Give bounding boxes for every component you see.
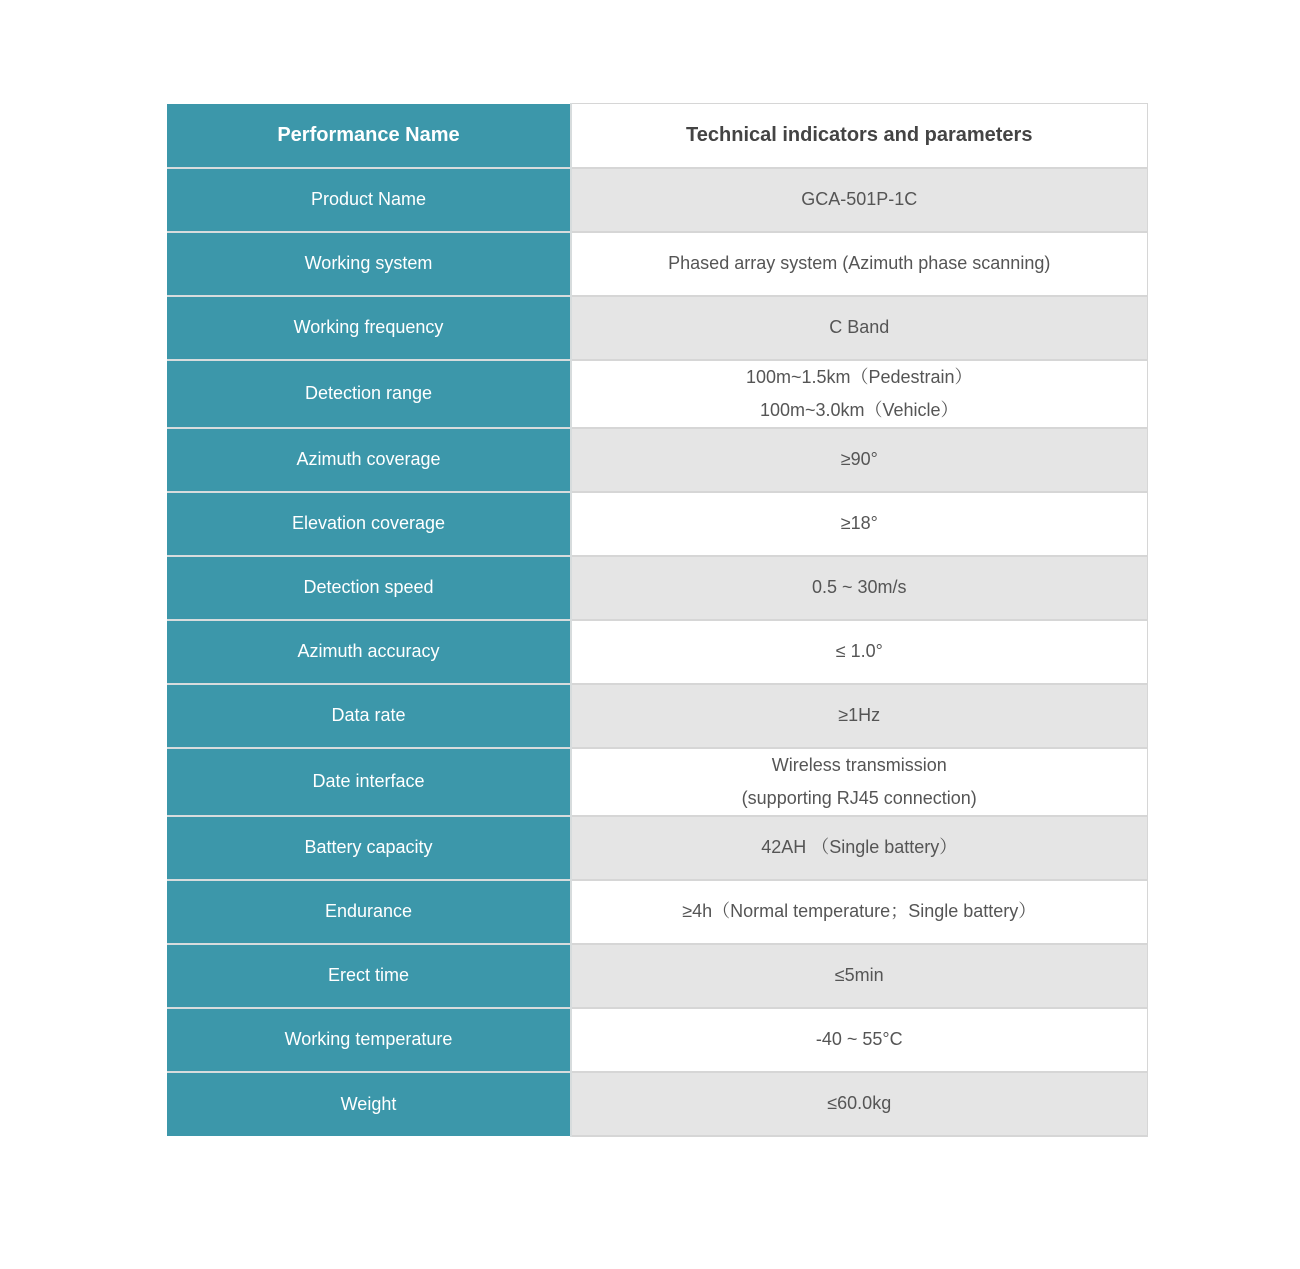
spec-value-line: ≥18°	[840, 513, 878, 533]
table-row	[167, 816, 1147, 880]
spec-value-cell	[571, 360, 1147, 428]
spec-value-cell	[571, 168, 1147, 232]
spec-value-line: (supporting RJ45 connection)	[741, 787, 977, 808]
header-row	[167, 104, 1147, 168]
spec-value-line: 100m~3.0km（Vehicle）	[759, 399, 959, 420]
spec-name-cell: Date interface	[167, 748, 571, 816]
spec-value-line: ≤5min	[834, 965, 884, 985]
table-row	[167, 684, 1147, 748]
table-row	[167, 556, 1147, 620]
spec-value-cell	[571, 232, 1147, 296]
spec-name-cell: Data rate	[167, 684, 571, 748]
spec-value-cell	[571, 428, 1147, 492]
table-body	[167, 168, 1147, 1136]
spec-value-cell	[571, 620, 1147, 684]
header-technical-indicators: Technical indicators and parameters	[571, 104, 1147, 168]
spec-value-cell	[571, 492, 1147, 556]
spec-value-line: ≥4h（Normal temperature；Single battery）	[682, 901, 1037, 921]
spec-value-line: Phased array system (Azimuth phase scanning)	[668, 253, 1051, 273]
spec-name-cell: Azimuth accuracy	[167, 620, 571, 684]
table-row	[167, 1072, 1147, 1136]
spec-name-cell: Detection speed	[167, 556, 571, 620]
table-row	[167, 296, 1147, 360]
spec-name-cell: Detection range	[167, 360, 571, 428]
spec-value-cell	[571, 944, 1147, 1008]
spec-value-line: 42AH （Single battery）	[761, 837, 958, 857]
header-performance-name: Performance Name	[167, 104, 571, 168]
spec-value-cell	[571, 684, 1147, 748]
table-row	[167, 880, 1147, 944]
table-header	[167, 104, 1147, 168]
spec-value-line: ≤ 1.0°	[835, 641, 883, 661]
spec-value-cell	[571, 556, 1147, 620]
spec-name-cell: Working frequency	[167, 296, 571, 360]
spec-name-cell: Endurance	[167, 880, 571, 944]
table-row	[167, 168, 1147, 232]
spec-value-cell	[571, 1008, 1147, 1072]
spec-name-cell: Erect time	[167, 944, 571, 1008]
table-row	[167, 232, 1147, 296]
spec-value-cell	[571, 816, 1147, 880]
table-row	[167, 428, 1147, 492]
spec-value-line: 100m~1.5km（Pedestrain）	[745, 366, 973, 387]
spec-value-line: C Band	[829, 317, 890, 337]
spec-name-cell: Weight	[167, 1072, 571, 1136]
spec-value-line: 0.5 ~ 30m/s	[811, 577, 907, 597]
table-row	[167, 944, 1147, 1008]
table-row	[167, 748, 1147, 816]
spec-value-cell	[571, 880, 1147, 944]
table-row	[167, 360, 1147, 428]
spec-value-line: Wireless transmission	[771, 754, 947, 775]
spec-name-cell: Product Name	[167, 168, 571, 232]
table-row	[167, 1008, 1147, 1072]
spec-name-cell: Battery capacity	[167, 816, 571, 880]
spec-name-cell: Elevation coverage	[167, 492, 571, 556]
spec-name-cell: Working system	[167, 232, 571, 296]
spec-value-line: ≤60.0kg	[827, 1093, 892, 1113]
spec-value-line: -40 ~ 55°C	[815, 1029, 903, 1049]
spec-value-cell	[571, 1072, 1147, 1136]
table-row	[167, 620, 1147, 684]
spec-name-cell: Azimuth coverage	[167, 428, 571, 492]
spec-value-cell	[571, 748, 1147, 816]
table-row	[167, 492, 1147, 556]
spec-name-cell: Working temperature	[167, 1008, 571, 1072]
spec-value-line: ≥90°	[840, 449, 878, 469]
spec-value-line: GCA-501P-1C	[801, 189, 918, 209]
spec-value-line: ≥1Hz	[838, 705, 881, 725]
spec-table	[167, 103, 1148, 1137]
spec-value-cell	[571, 296, 1147, 360]
